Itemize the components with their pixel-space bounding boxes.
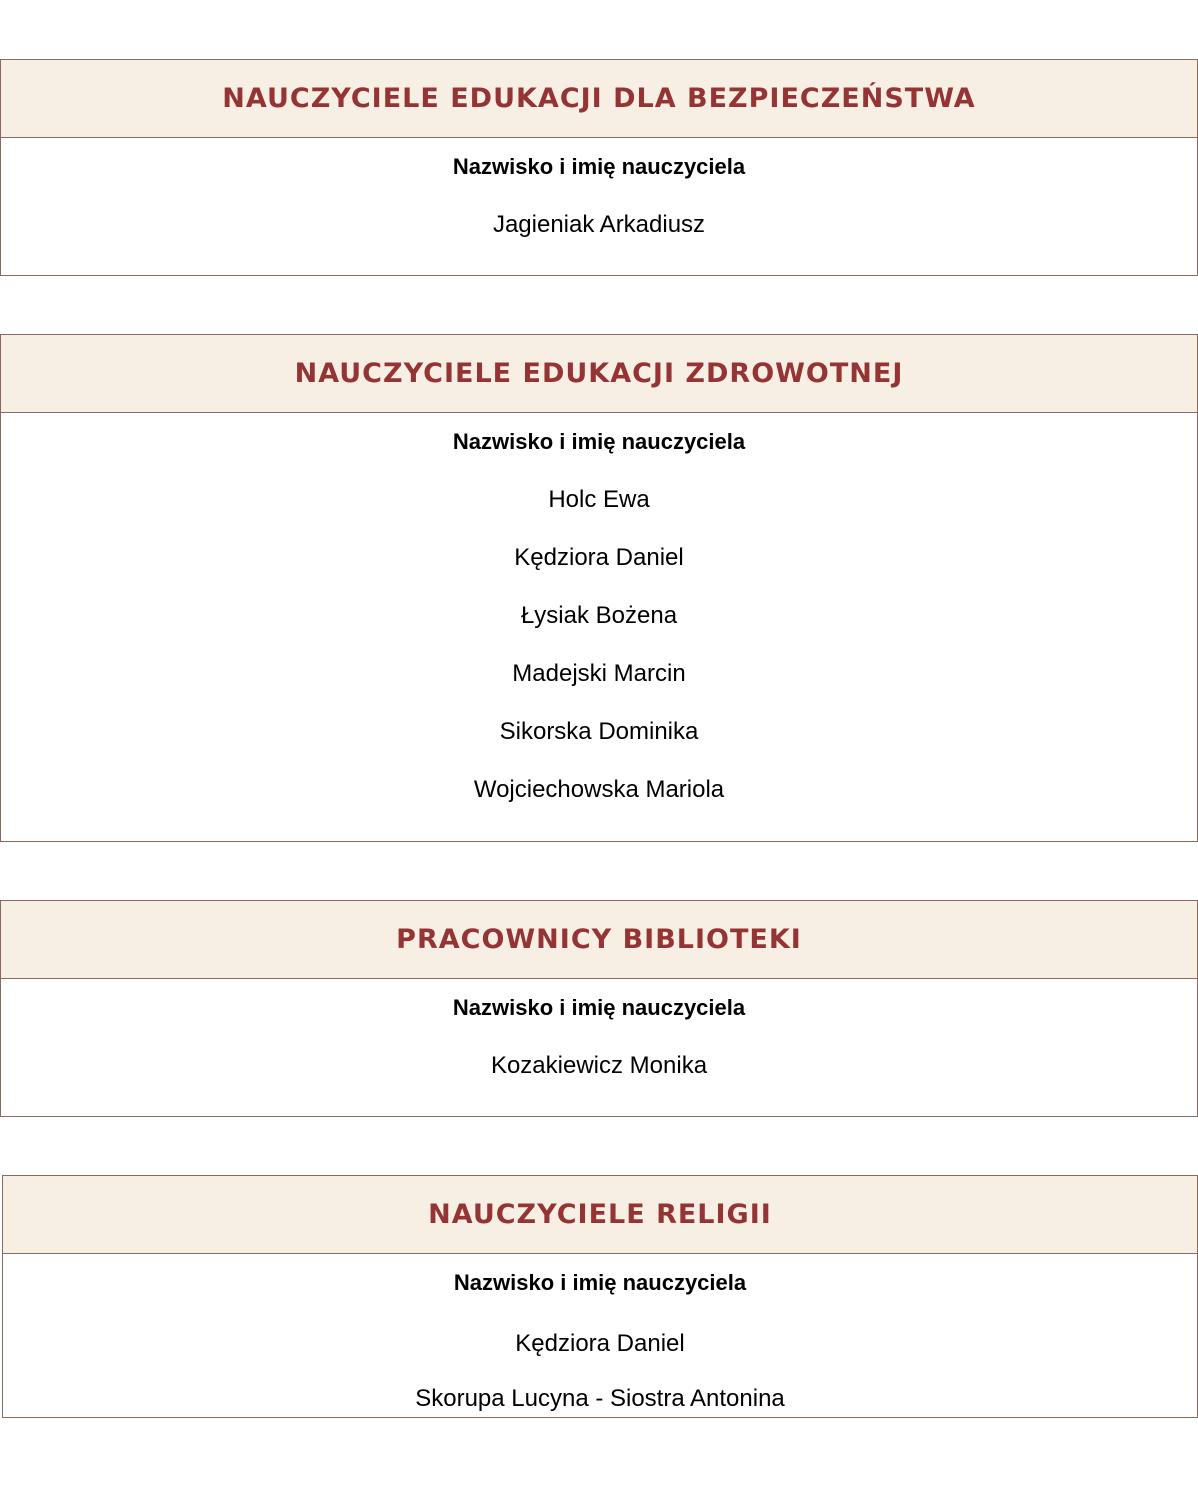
teacher-name: Łysiak Bożena <box>520 602 678 629</box>
teacher-table <box>1 138 1197 254</box>
teacher-name: Wojciechowska Mariola <box>473 776 725 803</box>
column-header: Nazwisko i imię nauczyciela <box>452 154 746 179</box>
teacher-table <box>1 413 1197 819</box>
teacher-table <box>3 1250 1197 1426</box>
section-title: NAUCZYCIELE EDUKACJI DLA BEZPIECZEŃSTWA <box>222 83 976 114</box>
section-header <box>1 335 1197 413</box>
section-header <box>1 60 1197 138</box>
teacher-name: Jagieniak Arkadiusz <box>492 211 706 238</box>
teacher-name: Kędziora Daniel <box>515 1330 685 1357</box>
teacher-name: Skorupa Lucyna - Siostra Antonina <box>415 1385 785 1412</box>
section-header <box>1 901 1197 979</box>
teacher-table <box>1 979 1197 1095</box>
section-title: NAUCZYCIELE EDUKACJI ZDROWOTNEJ <box>294 358 904 389</box>
section-title: PRACOWNICY BIBLIOTEKI <box>396 924 802 955</box>
section-title: NAUCZYCIELE RELIGII <box>428 1199 772 1230</box>
section-health-education <box>0 334 1198 842</box>
teacher-name: Kędziora Daniel <box>514 544 684 571</box>
teacher-name: Madejski Marcin <box>512 660 686 687</box>
teacher-name: Sikorska Dominika <box>499 718 699 745</box>
column-header: Nazwisko i imię nauczyciela <box>452 429 746 454</box>
column-header: Nazwisko i imię nauczyciela <box>453 1270 747 1295</box>
section-religion-teachers <box>2 1175 1198 1418</box>
teacher-name: Holc Ewa <box>548 486 650 513</box>
section-safety-education <box>0 59 1198 276</box>
column-header: Nazwisko i imię nauczyciela <box>452 995 746 1020</box>
section-header <box>3 1176 1197 1254</box>
section-library-staff <box>0 900 1198 1117</box>
teacher-name: Kozakiewicz Monika <box>490 1052 708 1079</box>
